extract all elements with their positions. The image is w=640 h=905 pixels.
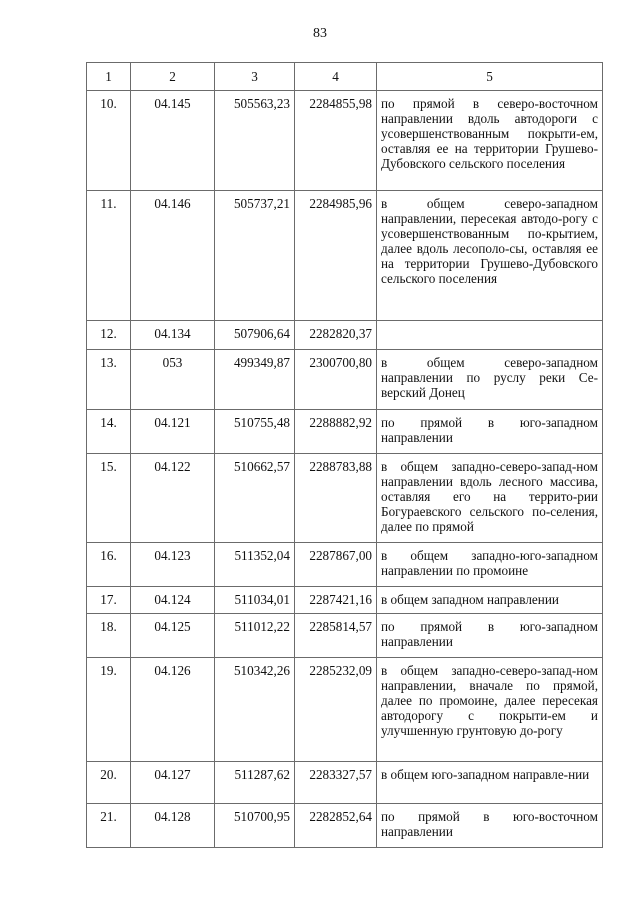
coord-x: 505563,23: [215, 91, 295, 191]
boundary-description: в общем западно-юго-западном направлении по промоине: [377, 543, 603, 587]
row-number: 20.: [87, 762, 131, 804]
coord-x: 511352,04: [215, 543, 295, 587]
table-row: [87, 321, 603, 350]
coord-y: 2288783,88: [295, 454, 377, 543]
row-number: 15.: [87, 454, 131, 543]
point-code: 04.145: [131, 91, 215, 191]
boundary-description: в общем западно-северо-запад-ном направлении вдоль лесного массива, оставляя его на террито-рии Богураевского сельского по-селения, далее по прямой: [377, 454, 603, 543]
table-row: [87, 91, 603, 191]
row-number: 17.: [87, 587, 131, 614]
point-code: 04.125: [131, 614, 215, 658]
boundary-description: в общем западно-северо-запад-ном направлении, вначале по прямой, далее по промоине, далее пересекая автодорогу с покрыти-ем и улучшенную грунтовую до-рогу: [377, 658, 603, 762]
boundary-description: по прямой в юго-восточном направлении: [377, 804, 603, 848]
table-row: [87, 350, 603, 410]
coord-x: 510700,95: [215, 804, 295, 848]
coord-x: 510755,48: [215, 410, 295, 454]
coord-y: 2287867,00: [295, 543, 377, 587]
coord-x: 511012,22: [215, 614, 295, 658]
coord-x: 499349,87: [215, 350, 295, 410]
boundary-description: в общем юго-западном направле-нии: [377, 762, 603, 804]
row-number: 21.: [87, 804, 131, 848]
table-row: [87, 454, 603, 543]
point-code: 04.128: [131, 804, 215, 848]
boundary-description: [377, 321, 603, 350]
coord-y: 2288882,92: [295, 410, 377, 454]
coord-y: 2283327,57: [295, 762, 377, 804]
boundary-description: по прямой в северо-восточном направлении вдоль автодороги с усовершенствованным покрыти-ем, оставляя ее на территории Грушево-Дубовского сельского поселения: [377, 91, 603, 191]
table-row: [87, 543, 603, 587]
point-code: 04.146: [131, 191, 215, 321]
table-row: [87, 410, 603, 454]
point-code: 04.126: [131, 658, 215, 762]
row-number: 12.: [87, 321, 131, 350]
point-code: 04.121: [131, 410, 215, 454]
boundary-description: по прямой в юго-западном направлении: [377, 614, 603, 658]
row-number: 14.: [87, 410, 131, 454]
table-header-row: [87, 63, 603, 91]
coord-y: 2300700,80: [295, 350, 377, 410]
header-cell: 1: [87, 63, 131, 91]
boundary-description: в общем северо-западном направлении по руслу реки Се-верский Донец: [377, 350, 603, 410]
header-cell: 3: [215, 63, 295, 91]
point-code: 04.124: [131, 587, 215, 614]
header-cell: 5: [377, 63, 603, 91]
row-number: 10.: [87, 91, 131, 191]
coord-x: 505737,21: [215, 191, 295, 321]
row-number: 19.: [87, 658, 131, 762]
table-row: [87, 614, 603, 658]
coord-y: 2285232,09: [295, 658, 377, 762]
table-row: [87, 804, 603, 848]
point-code: 04.122: [131, 454, 215, 543]
table-row: [87, 762, 603, 804]
coord-x: 510342,26: [215, 658, 295, 762]
boundary-table: [86, 62, 603, 848]
coord-y: 2282820,37: [295, 321, 377, 350]
row-number: 18.: [87, 614, 131, 658]
header-cell: 4: [295, 63, 377, 91]
header-cell: 2: [131, 63, 215, 91]
coord-x: 511287,62: [215, 762, 295, 804]
table-row: [87, 191, 603, 321]
point-code: 04.127: [131, 762, 215, 804]
page-number: 83: [313, 26, 327, 41]
coord-y: 2282852,64: [295, 804, 377, 848]
coord-x: 507906,64: [215, 321, 295, 350]
coord-y: 2284855,98: [295, 91, 377, 191]
boundary-description: в общем западном направлении: [377, 587, 603, 614]
coord-y: 2285814,57: [295, 614, 377, 658]
boundary-description: по прямой в юго-западном направлении: [377, 410, 603, 454]
coord-y: 2284985,96: [295, 191, 377, 321]
table-row: [87, 658, 603, 762]
point-code: 04.123: [131, 543, 215, 587]
point-code: 04.134: [131, 321, 215, 350]
coord-x: 511034,01: [215, 587, 295, 614]
coord-y: 2287421,16: [295, 587, 377, 614]
row-number: 11.: [87, 191, 131, 321]
table-row: [87, 587, 603, 614]
point-code: 053: [131, 350, 215, 410]
row-number: 13.: [87, 350, 131, 410]
row-number: 16.: [87, 543, 131, 587]
boundary-description: в общем северо-западном направлении, пересекая автодо-рогу с усовершенствованным по-крытием, далее вдоль лесополо-сы, оставляя ее на территории Грушево-Дубовского сельского поселения: [377, 191, 603, 321]
coord-x: 510662,57: [215, 454, 295, 543]
